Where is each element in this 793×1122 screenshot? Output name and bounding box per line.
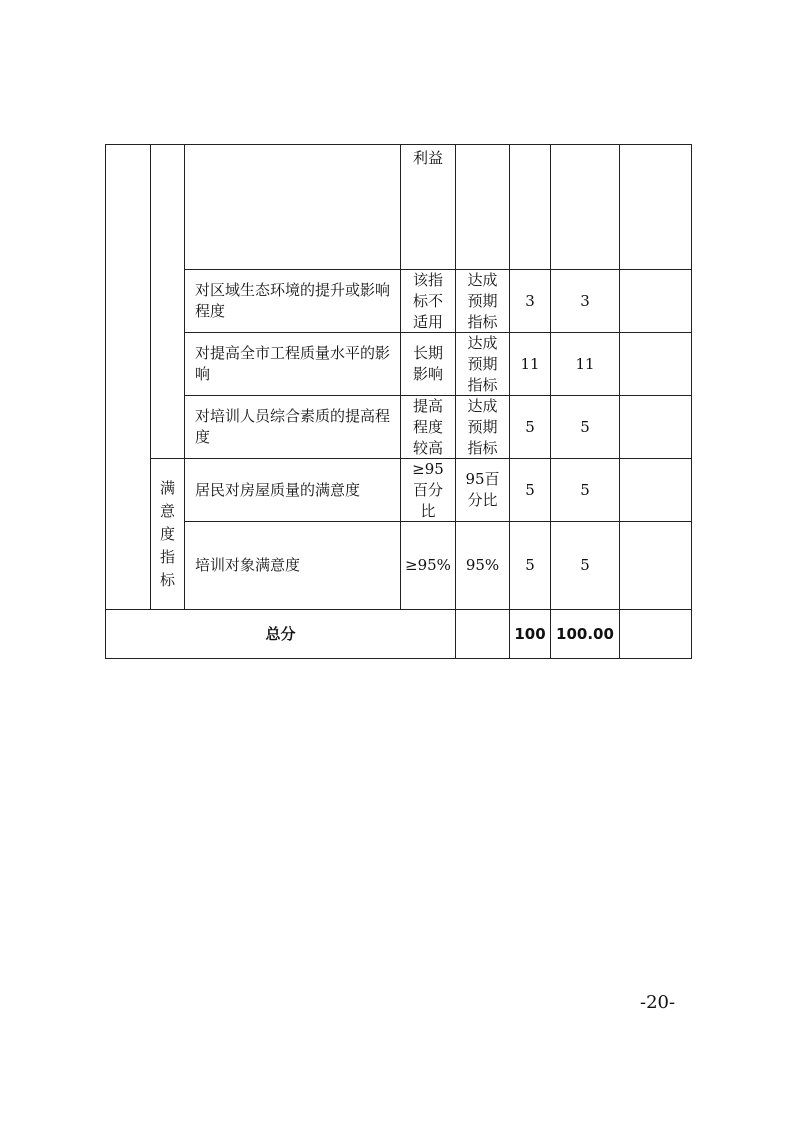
table-border-left [105,144,106,659]
score-text: 5 [580,480,590,499]
value-text: 长期影响 [412,344,443,383]
table-cell-indicator [185,333,400,395]
weight-text: 3 [525,291,535,310]
indicator-text: 培训对象满意度 [195,556,301,574]
table-cell-weight [510,459,550,521]
table-cell-target [456,522,509,609]
table-cell-indicator [185,270,400,332]
value-text: 利益 [412,149,443,167]
table-cell-weight [510,522,550,609]
indicator-text: 对区域生态环境的提升或影响程度 [195,281,391,320]
total-label: 总分 [265,624,296,643]
indicator-text: 对提高全市工程质量水平的影响 [195,344,391,383]
performance-table [105,144,692,659]
target-text: 95% [465,556,500,574]
indicator-text: 居民对房屋质量的满意度 [195,480,361,499]
indicator-text: 对培训人员综合素质的提高程度 [195,407,391,446]
table-cell-indicator [185,522,400,609]
total-score: 100.00 [556,624,614,643]
total-score-cell [551,610,619,658]
target-text: 95百分比 [465,470,500,509]
table-cell-indicator [185,396,400,458]
value-text: 该指标不适用 [412,270,443,331]
table-cell-value [401,270,455,332]
total-weight: 100 [514,624,546,643]
table-cell-weight [510,333,550,395]
value-text: ≥95% [405,556,451,574]
table-cell-target [456,333,509,395]
value-text: ≥95百分比 [412,459,444,520]
target-text: 达成预期指标 [467,270,498,331]
value-text: 提高程度较高 [412,396,443,457]
table-cell-score [551,333,619,395]
table-cell-target [456,270,509,332]
total-weight-cell [510,610,550,658]
table-cell-target [456,459,509,521]
total-label-cell [106,610,455,658]
table-cell-value [401,144,455,269]
table-border-bottom [105,658,692,659]
score-text: 5 [580,417,590,436]
weight-text: 5 [525,556,535,574]
table-cell-score [551,396,619,458]
score-text: 5 [580,556,590,574]
table-cell-weight [510,396,550,458]
table-cell-category [151,459,184,609]
table-cell-value [401,396,455,458]
table-cell-value [401,522,455,609]
table-cell-score [551,459,619,521]
table-cell-indicator [185,459,400,521]
score-text: 11 [575,354,595,373]
table-border-top [105,144,692,145]
target-text: 达成预期指标 [467,396,498,457]
category-text: 满意度指标 [160,478,176,589]
table-cell-value [401,459,455,521]
column-divider [619,144,620,659]
table-cell-weight [510,270,550,332]
target-text: 达成预期指标 [467,333,498,394]
score-text: 3 [580,291,590,310]
table-cell-target [456,396,509,458]
table-border-right [691,144,692,659]
weight-text: 11 [520,354,540,373]
table-cell-score [551,522,619,609]
page-number: -20- [640,992,676,1013]
weight-text: 5 [525,480,535,499]
weight-text: 5 [525,417,535,436]
table-cell-value [401,333,455,395]
table-cell-score [551,270,619,332]
